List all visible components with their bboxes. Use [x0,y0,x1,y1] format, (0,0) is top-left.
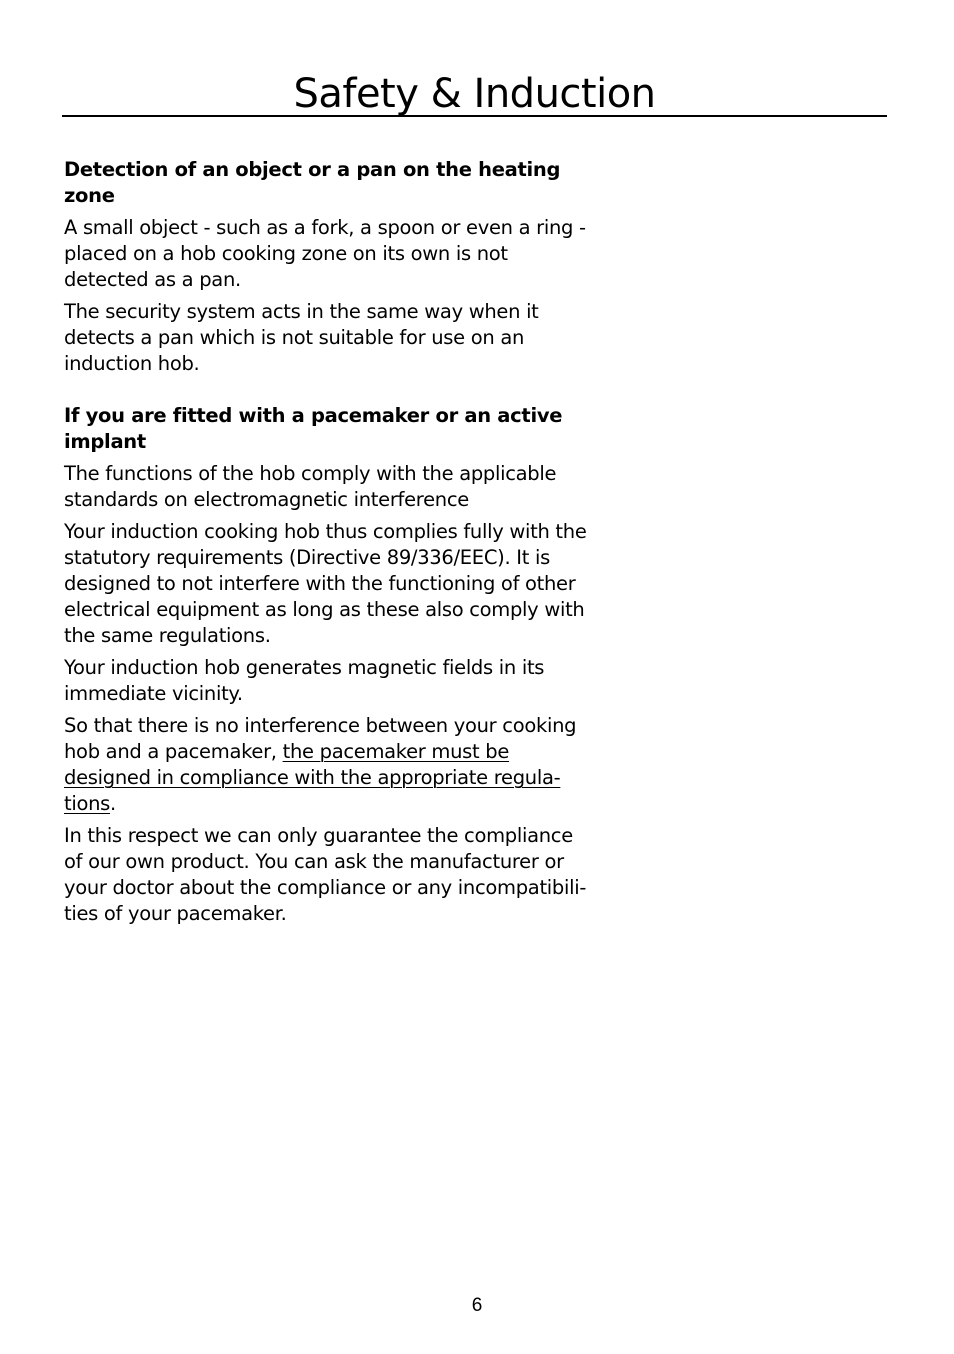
paragraph: The functions of the hob comply with the applicable standards on electromagnetic interference [64,462,557,511]
paragraph-text: . [110,792,116,815]
paragraph: In this respect we can only guarantee the compliance of our own product. You can ask the manufacturer or your doctor about the compliance or any incompatibili-ties of your pacemaker. [64,824,587,925]
paragraph-text: So that there is no interference between your cooking hob and a pacemaker, [64,714,577,763]
paragraph: The security system acts in the same way when it detects a pan which is not suitable for use on an induction hob. [64,300,539,375]
section-pacemaker [64,403,596,927]
main-content [64,157,596,933]
section-heading: Detection of an object or a pan on the heating zone [64,158,561,207]
section-spacer [64,383,596,403]
section-heading: If you are fitted with a pacemaker or an active implant [64,404,563,453]
page-number: 6 [471,1295,483,1316]
underlined-requirement: the pacemaker must be designed in compliance with the appropriate regula-tions [64,740,561,815]
paragraph-with-emphasis [64,713,596,817]
section-object-detection [64,157,596,377]
paragraph: A small object - such as a fork, a spoon or even a ring - placed on a hob cooking zone on its own is not detected as a pan. [64,216,586,291]
paragraph: Your induction cooking hob thus complies fully with the statutory requirements (Directive 89/336/EEC). It is designed to not interfere with the functioning of other electrical equipment as long as these also comply with the same regulations. [64,520,587,647]
page-title: Safety & Induction [293,71,656,117]
paragraph: Your induction hob generates magnetic fields in its immediate vicinity. [64,656,545,705]
title-divider [62,115,887,117]
